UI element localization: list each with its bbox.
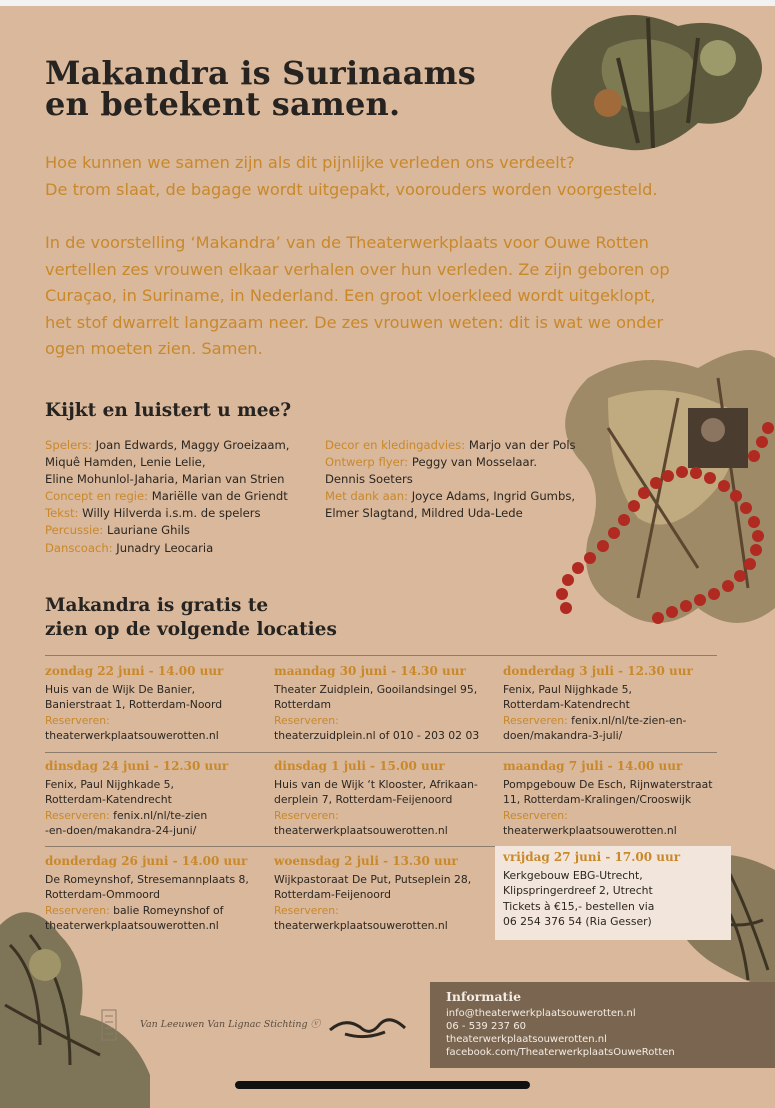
- divider-line: [45, 846, 495, 847]
- location-reservation-link[interactable]: doen/makandra-3-juli/: [503, 729, 623, 742]
- info-email[interactable]: info@theaterwerkplaatsouwerotten.nl: [446, 1008, 636, 1019]
- divider-line: [45, 655, 717, 656]
- location-address: Pompgebouw De Esch, Rijnwaterstraat 11, Rotterdam-Kralingen/Crooswijk: [503, 777, 713, 806]
- location-cell: [274, 759, 496, 839]
- location-address: Theater Zuidplein, Gooilandsingel 95, Rotterdam: [274, 682, 478, 711]
- location-address: Huis van de Wijk De Banier, Banierstraat 1, Rotterdam-Noord: [45, 682, 223, 711]
- location-reservation: Reserveren:: [503, 808, 568, 822]
- location-reservation-link[interactable]: theaterzuidplein.nl of 010 - 203 02 03: [274, 729, 480, 742]
- location-date: donderdag 26 juni - 14.00 uur: [45, 854, 248, 868]
- location-date: dinsdag 1 juli - 15.00 uur: [274, 759, 445, 773]
- credits-left-column: [45, 437, 289, 557]
- credit-line: Percussie: Lauriane Ghils: [45, 523, 190, 538]
- page-title: [45, 54, 525, 123]
- location-date: maandag 30 juni - 14.30 uur: [274, 664, 466, 678]
- location-address: Wijkpastoraat De Put, Putseplein 28, Rotterdam-Feijenoord: [274, 872, 472, 901]
- info-phone[interactable]: 06 - 539 237 60: [446, 1021, 526, 1032]
- home-indicator[interactable]: [235, 1081, 530, 1089]
- sponsor-logo-calligraphy: [325, 1010, 415, 1044]
- location-address: Kerkgebouw EBG-Utrecht, Klipspringerdreef 2, Utrecht Tickets à €15,- bestellen via 06 254 376 54 (Ria Gesser): [503, 868, 655, 928]
- location-address: Huis van de Wijk ‘t Klooster, Afrikaan- derplein 7, Rotterdam-Feijenoord: [274, 777, 478, 806]
- collage-image-bottom-left: [0, 905, 150, 1108]
- location-reservation-link[interactable]: theaterwerkplaatsouwerotten.nl: [274, 919, 448, 932]
- location-cell: [503, 664, 725, 744]
- location-date: zondag 22 juni - 14.00 uur: [45, 664, 224, 678]
- location-reservation: Reserveren: fenix.nl/nl/te-zien-en-: [503, 713, 687, 727]
- credits-right-column: [325, 437, 576, 522]
- location-reservation-link[interactable]: theaterwerkplaatsouwerotten.nl: [45, 729, 219, 742]
- location-reservation-link[interactable]: theaterwerkplaatsouwerotten.nl: [503, 824, 677, 837]
- credit-line: Decor en kledingadvies: Marjo van der Pols: [325, 438, 576, 452]
- title-line-2: en betekent samen.: [45, 85, 401, 123]
- info-title: Informatie: [446, 989, 522, 1004]
- location-reservation: Reserveren: balie Romeynshof of: [45, 903, 224, 917]
- location-address: De Romeynshof, Stresemannplaats 8, Rotterdam-Ommoord: [45, 872, 249, 901]
- location-reservation: Reserveren:: [274, 903, 339, 917]
- credit-line: Danscoach: Junadry Leocaria: [45, 540, 214, 555]
- divider-line: [45, 752, 717, 753]
- location-date: maandag 7 juli - 14.00 uur: [503, 759, 683, 773]
- location-address: Fenix, Paul Nijghkade 5, Rotterdam-Katendrecht: [503, 682, 632, 711]
- location-reservation: Reserveren:: [274, 713, 339, 727]
- credit-line: Spelers: Joan Edwards, Maggy Groeizaam,: [45, 438, 290, 452]
- location-reservation-link[interactable]: -en-doen/makandra-24-juni/: [45, 824, 197, 837]
- title-line-1: Makandra is Surinaams: [45, 54, 476, 92]
- info-website[interactable]: theaterwerkplaatsouwerotten.nl: [446, 1034, 607, 1045]
- location-cell: [45, 854, 267, 934]
- intro-text: [45, 150, 725, 390]
- location-reservation: Reserveren:: [45, 713, 110, 727]
- location-reservation: Reserveren:: [274, 808, 339, 822]
- intro-paragraph-2: In de voorstelling ‘Makandra’ van de Theaterwerkplaats voor Ouwe Rotten vertellen zes vrouwen elkaar verhalen over hun verleden. Ze zijn geboren op Curaçao, in Suriname, in Nederland. Een groot vloerkleed wordt uitgeklopt, het stof dwarrelt langzaam neer. De zes vrouwen weten: dit is wat we onder ogen moeten zien. Samen.: [45, 233, 670, 358]
- location-cell: [503, 759, 725, 839]
- credit-line: Miquê Hamden, Lenie Lelie,: [45, 455, 206, 470]
- location-date: woensdag 2 juli - 13.30 uur: [274, 854, 458, 868]
- location-reservation-link[interactable]: theaterwerkplaatsouwerotten.nl: [274, 824, 448, 837]
- credit-line: Tekst: Willy Hilverda i.s.m. de spelers: [45, 506, 261, 521]
- credit-line: Elmer Slagtand, Mildred Uda-Lede: [325, 506, 523, 521]
- location-date: vrijdag 27 juni - 17.00 uur: [503, 850, 681, 864]
- location-cell: [274, 664, 496, 744]
- info-facebook[interactable]: facebook.com/TheaterwerkplaatsOuweRotten: [446, 1047, 675, 1058]
- location-reservation: Reserveren: fenix.nl/nl/te-zien: [45, 808, 208, 822]
- intro-paragraph-1: Hoe kunnen we samen zijn als dit pijnlijke verleden ons verdeelt? De trom slaat, de bagage wordt uitgepakt, voorouders worden voorgesteld.: [45, 153, 658, 199]
- location-date: dinsdag 24 juni - 12.30 uur: [45, 759, 229, 773]
- location-date: donderdag 3 juli - 12.30 uur: [503, 664, 693, 678]
- heading-credits: Kijkt en luistert u mee?: [45, 400, 292, 421]
- location-reservation-link[interactable]: theaterwerkplaatsouwerotten.nl: [45, 919, 219, 932]
- info-box: [430, 982, 775, 1068]
- sponsor-logo-lange-leve: [100, 1008, 140, 1042]
- top-status-strip: [0, 0, 775, 6]
- location-cell: [45, 759, 267, 839]
- credit-line: Concept en regie: Mariëlle van de Griendt: [45, 489, 288, 504]
- credit-line: Ontwerp flyer: Peggy van Mosselaar.: [325, 455, 538, 470]
- collage-image-top-right: [548, 8, 775, 160]
- location-cell: [45, 664, 267, 744]
- heading-locations: Makandra is gratis te zien op de volgende locaties: [45, 595, 337, 640]
- location-cell: [274, 854, 496, 934]
- location-cell-highlighted: [495, 846, 731, 940]
- credit-line: Dennis Soeters: [325, 472, 413, 487]
- location-address: Fenix, Paul Nijghkade 5, Rotterdam-Katendrecht: [45, 777, 174, 806]
- credit-line: Eline Mohunlol-Jaharia, Marian van Strien: [45, 472, 285, 487]
- credit-line: Met dank aan: Joyce Adams, Ingrid Gumbs,: [325, 489, 576, 504]
- sponsor-van-leeuwen: Van Leeuwen Van Lignac Stichting ⓥ: [140, 1019, 321, 1030]
